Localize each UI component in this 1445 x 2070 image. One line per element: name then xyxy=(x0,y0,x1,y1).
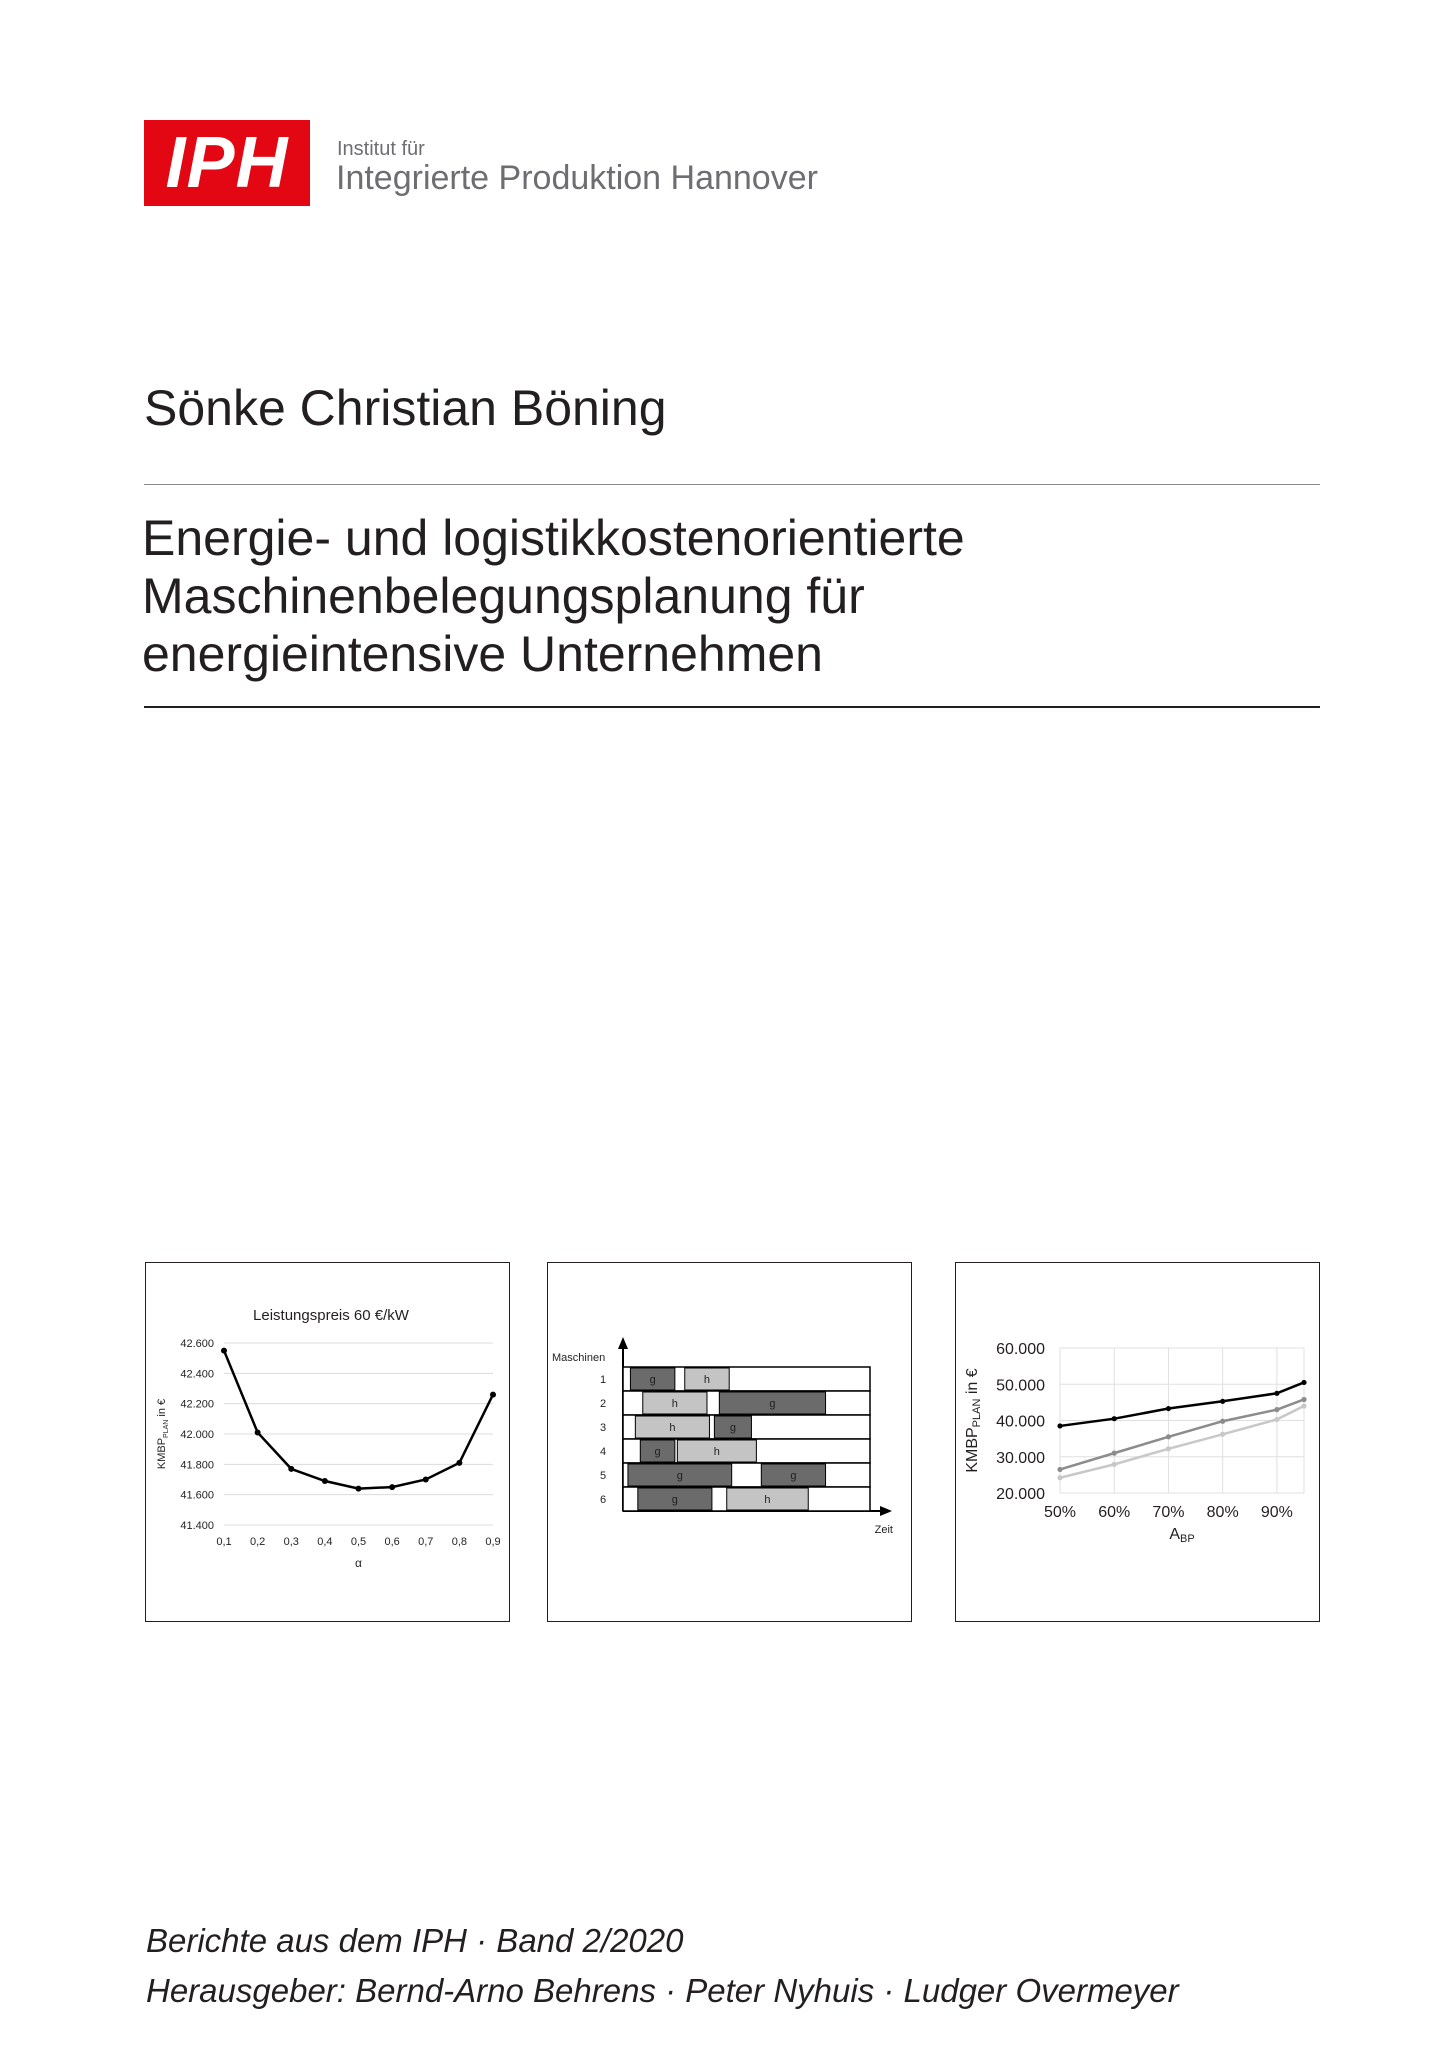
x-tick-label: 0,4 xyxy=(317,1536,333,1548)
data-point xyxy=(322,1478,328,1484)
x-tick-label: 50% xyxy=(1043,1504,1077,1521)
task-label: g xyxy=(769,1398,776,1410)
x-tick-label: 0,2 xyxy=(249,1536,266,1548)
machine-label: 1 xyxy=(599,1374,607,1386)
top-divider xyxy=(144,484,1320,485)
data-point xyxy=(1220,1419,1225,1424)
data-point xyxy=(356,1486,362,1492)
task-label: h xyxy=(713,1446,720,1458)
data-point xyxy=(1112,1416,1117,1421)
title-line-1: Energie- und logistikkostenorientierte xyxy=(142,510,965,566)
y-tick-label: 41.600 xyxy=(180,1489,214,1502)
y-tick-label: 42.000 xyxy=(180,1429,214,1441)
data-point xyxy=(255,1429,261,1435)
machine-label: 2 xyxy=(599,1398,607,1410)
series-info: Berichte aus dem IPH · Band 2/2020 xyxy=(146,1922,684,1959)
chart-cost-vs-alpha xyxy=(146,1263,511,1623)
y-tick-label: 20.000 xyxy=(996,1486,1045,1503)
y-tick-label: 50.000 xyxy=(996,1377,1045,1395)
series-line xyxy=(1060,1399,1304,1469)
task-label: g xyxy=(654,1446,661,1458)
x-axis-arrow xyxy=(880,1506,892,1516)
data-point xyxy=(490,1392,496,1398)
data-point xyxy=(1220,1432,1225,1437)
chart-title: Leistungspreis 60 €/kW xyxy=(253,1307,409,1324)
data-point xyxy=(1112,1462,1117,1467)
data-point xyxy=(1274,1391,1279,1396)
data-point xyxy=(1166,1406,1171,1411)
x-tick-label: 0,6 xyxy=(384,1536,400,1548)
task-label: h xyxy=(764,1494,771,1506)
task-label: g xyxy=(729,1422,736,1434)
x-tick-label: 0,3 xyxy=(283,1536,299,1548)
task-label: g xyxy=(676,1470,683,1482)
author-name: Sönke Christian Böning xyxy=(144,380,667,436)
title-line-3: energieintensive Unternehmen xyxy=(142,626,823,682)
data-point xyxy=(456,1460,462,1466)
task-label: g xyxy=(790,1470,797,1482)
machine-label: 4 xyxy=(599,1446,607,1458)
y-tick-label: 40.000 xyxy=(996,1413,1045,1431)
task-label: h xyxy=(669,1422,676,1434)
data-point xyxy=(1057,1467,1062,1472)
x-axis-label: ABP xyxy=(1169,1526,1195,1545)
title-line-2: Maschinenbelegungsplanung für xyxy=(142,568,865,624)
figure-cost-vs-alpha xyxy=(145,1262,510,1622)
figure-machine-schedule xyxy=(547,1262,912,1622)
y-axis-label: Maschinen xyxy=(552,1352,606,1364)
machine-label: 3 xyxy=(599,1422,607,1434)
book-title xyxy=(142,509,965,683)
data-point xyxy=(1166,1434,1171,1439)
task-label: h xyxy=(703,1374,711,1386)
series-line xyxy=(224,1351,493,1489)
y-tick-label: 60.000 xyxy=(996,1341,1045,1358)
y-axis-label: $KMBP_{PLAN}$ in € xyxy=(156,1398,170,1470)
x-tick-label: 0,8 xyxy=(451,1536,468,1548)
y-tick-label: 42.600 xyxy=(180,1338,214,1350)
data-point xyxy=(1274,1417,1279,1422)
data-point xyxy=(1057,1423,1062,1428)
chart-machine-schedule xyxy=(548,1263,913,1623)
x-tick-label: 0,9 xyxy=(485,1536,501,1548)
x-axis-label: α xyxy=(355,1556,362,1570)
data-point xyxy=(1057,1475,1062,1480)
iph-logo xyxy=(144,120,310,206)
machine-label: 5 xyxy=(599,1470,607,1482)
x-tick-label: 0,5 xyxy=(350,1536,367,1548)
x-tick-label: 60% xyxy=(1098,1504,1131,1521)
data-point xyxy=(1220,1399,1225,1404)
series-line xyxy=(1060,1382,1304,1426)
machine-label: 6 xyxy=(599,1494,607,1506)
y-tick-label: 41.800 xyxy=(180,1459,214,1472)
series-line xyxy=(1060,1406,1304,1478)
data-point xyxy=(1166,1446,1171,1451)
data-point xyxy=(1301,1380,1306,1385)
chart-cost-vs-utilization xyxy=(956,1263,1321,1623)
data-point xyxy=(1301,1397,1306,1402)
x-tick-label: 90% xyxy=(1260,1504,1293,1521)
y-axis-label: KMBPPLAN in € xyxy=(964,1368,983,1473)
x-axis-label: Zeit xyxy=(874,1524,893,1536)
data-point xyxy=(423,1477,429,1483)
figure-cost-vs-utilization xyxy=(955,1262,1320,1622)
y-axis-arrow xyxy=(618,1337,628,1349)
task-label: g xyxy=(649,1374,656,1386)
data-point xyxy=(1112,1451,1117,1456)
x-tick-label: 80% xyxy=(1206,1504,1239,1521)
data-point xyxy=(1301,1403,1306,1408)
data-point xyxy=(288,1466,294,1472)
task-label: h xyxy=(671,1398,678,1410)
y-tick-label: 42.200 xyxy=(180,1398,214,1411)
task-label: g xyxy=(671,1494,678,1506)
y-tick-label: 42.400 xyxy=(180,1368,214,1381)
institute-name: Integrierte Produktion Hannover xyxy=(336,159,818,197)
institute-label: Institut für xyxy=(337,138,425,160)
x-tick-label: 0,7 xyxy=(418,1536,434,1548)
y-tick-label: 30.000 xyxy=(996,1449,1045,1467)
bottom-divider xyxy=(144,706,1320,708)
editors-info: Herausgeber: Bernd-Arno Behrens · Peter Nyhuis · Ludger Overmeyer xyxy=(146,1972,1179,2009)
x-tick-label: 70% xyxy=(1152,1504,1185,1521)
y-tick-label: 41.400 xyxy=(180,1520,214,1532)
x-tick-label: 0,1 xyxy=(216,1536,232,1548)
logo-text: IPH xyxy=(165,123,289,203)
data-point xyxy=(221,1348,227,1354)
data-point xyxy=(389,1484,395,1490)
data-point xyxy=(1274,1407,1279,1412)
